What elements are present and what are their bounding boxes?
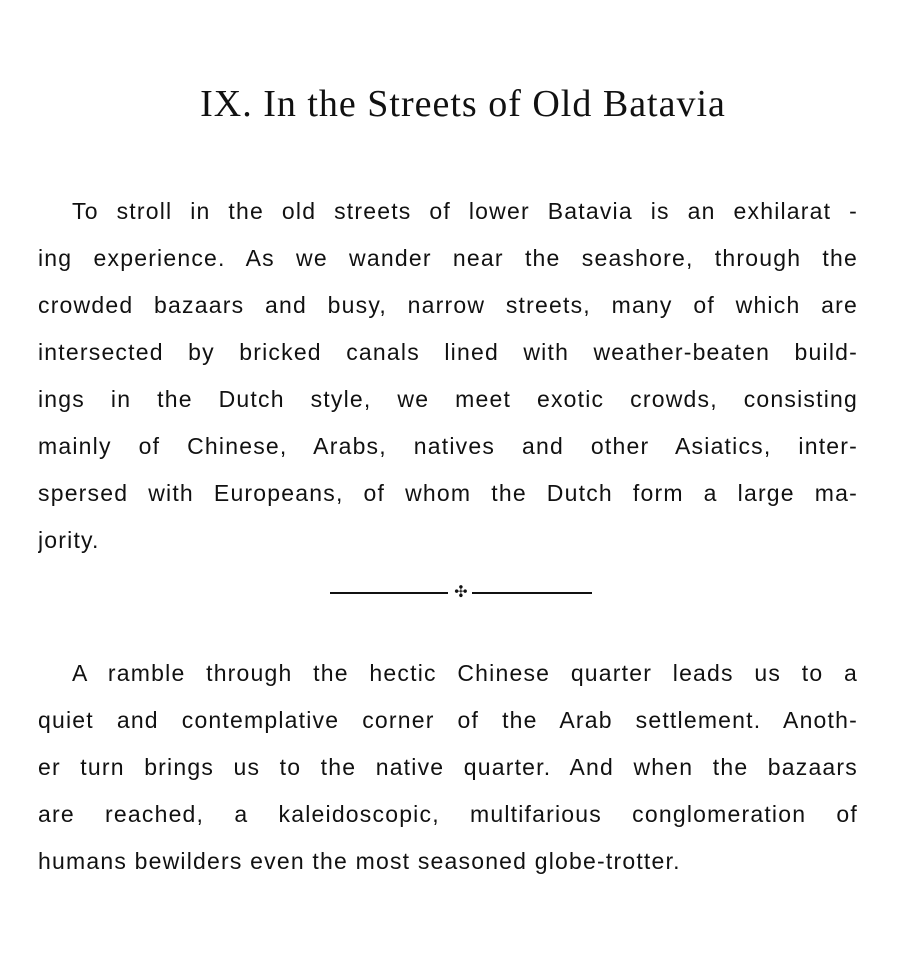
paragraph-line: To stroll in the old streets of lower Batavia is an exhilarat - xyxy=(72,198,858,224)
paragraph-line: spersed with Europeans, of whom the Dutch form a large ma- xyxy=(38,480,858,506)
paragraph-1 xyxy=(38,188,858,564)
paragraph-line: A ramble through the hectic Chinese quarter leads us to a xyxy=(72,660,858,686)
fleuron-ornament-icon: ✣ xyxy=(454,582,468,601)
divider-rule-right xyxy=(472,592,592,594)
paragraph-line: humans bewilders even the most seasoned globe-trotter. xyxy=(38,848,681,874)
paragraph-line: jority. xyxy=(38,527,100,553)
section-divider xyxy=(330,581,592,603)
paragraph-line: crowded bazaars and busy, narrow streets, many of which are xyxy=(38,292,858,318)
paragraph-line: quiet and contemplative corner of the Arab settlement. Anoth- xyxy=(38,707,858,733)
paragraph-line: ings in the Dutch style, we meet exotic crowds, consisting xyxy=(38,386,858,412)
paragraph-line: are reached, a kaleidoscopic, multifarious conglomeration of xyxy=(38,801,858,827)
divider-rule-left xyxy=(330,592,448,594)
paragraph-line: intersected by bricked canals lined with weather-beaten build- xyxy=(38,339,858,365)
paragraph-line: er turn brings us to the native quarter. And when the bazaars xyxy=(38,754,858,780)
paragraph-2 xyxy=(38,650,858,885)
paragraph-line: mainly of Chinese, Arabs, natives and other Asiatics, inter- xyxy=(38,433,858,459)
chapter-title: IX. In the Streets of Old Batavia xyxy=(200,83,726,125)
paragraph-line: ing experience. As we wander near the seashore, through the xyxy=(38,245,858,271)
